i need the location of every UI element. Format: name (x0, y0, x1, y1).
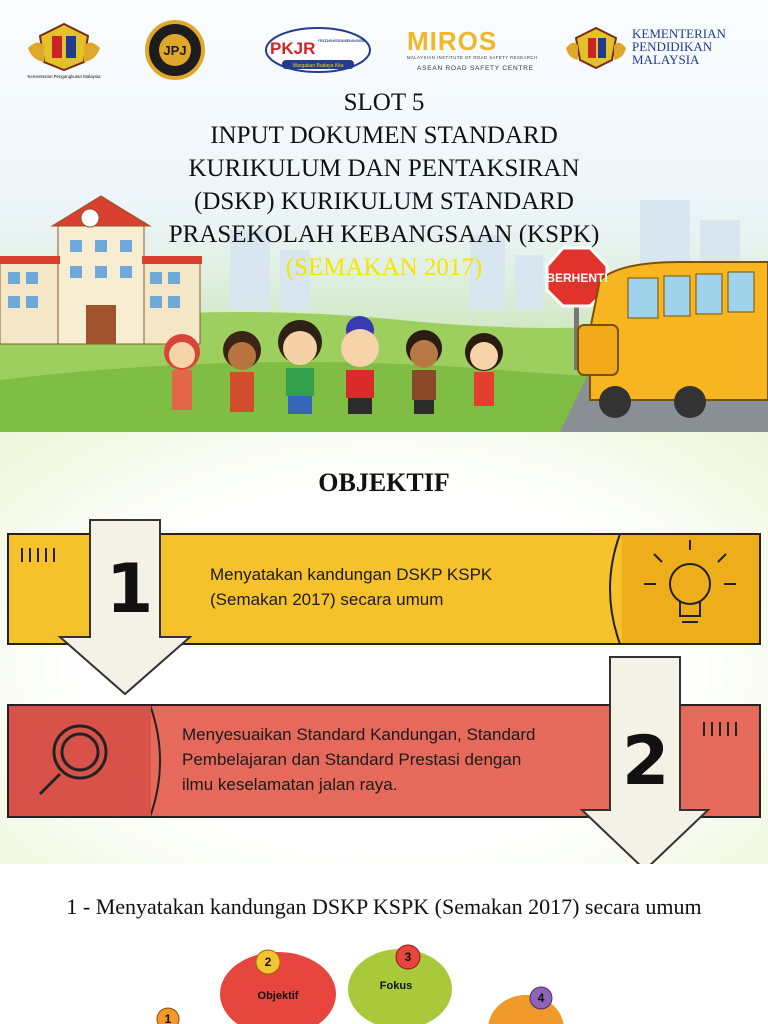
school-bus (578, 262, 768, 418)
title-line: SLOT 5 (343, 89, 425, 116)
content-slide-title: 1 - Menyatakan kandungan DSKP KSPK (Semakan 2017) secara umum (66, 894, 702, 919)
content-slide (0, 864, 768, 1024)
blob-number: 4 (537, 991, 545, 1005)
objective-number-1: 1 (106, 550, 154, 629)
kpm-right-line2: PENDIDIKAN (632, 39, 713, 54)
blob-label: Fokus (379, 980, 413, 992)
stop-sign-text: BERHENTI (546, 271, 608, 285)
slide-title (100, 86, 668, 284)
pkjr-side-text: PENDIDIKAN KESELAMATAN JALAN RAYA (318, 38, 366, 43)
logo-row (0, 18, 768, 82)
pkjr-tagline: Wargakan Budaya Kita (292, 63, 344, 69)
title-line: (DSKP) KURIKULUM STANDARD (194, 188, 574, 215)
blob-number: 3 (404, 950, 412, 964)
objective-text-line: Menyesuaikan Standard Kandungan, Standard (182, 725, 536, 744)
blob-number: 2 (264, 955, 272, 969)
objective-text-line: Pembelajaran dan Standard Prestasi dengan (182, 750, 522, 769)
title-line: INPUT DOKUMEN STANDARD (210, 122, 558, 149)
pkjr-main-text: PKJR (270, 39, 316, 58)
kpm-left-caption: Kementerian Pengangkutan Malaysia (27, 74, 101, 79)
topic-blobs (0, 864, 768, 1024)
objective-text-1 (210, 562, 492, 612)
topic-blob-3 (348, 945, 452, 1024)
topic-blob-4 (488, 987, 564, 1024)
objective-title: OBJEKTIF (318, 468, 450, 497)
objective-text-line: ilmu keselamatan jalan raya. (182, 775, 398, 794)
topic-blob-2 (220, 950, 336, 1024)
objective-number-2: 2 (622, 722, 670, 801)
kementerian-pendidikan-logo (562, 20, 752, 80)
objective-slide (0, 432, 768, 864)
kpm-right-line3: MALAYSIA (632, 52, 700, 67)
jpj-logo (135, 18, 215, 82)
title-line: PRASEKOLAH KEBANGSAAN (KSPK) (168, 221, 600, 248)
miros-institute-text: MALAYSIAN INSTITUTE OF ROAD SAFETY RESEARCH (407, 55, 537, 60)
pkjr-logo (262, 22, 374, 80)
objective-text-2 (182, 722, 535, 797)
kpm-right-line1: KEMENTERIAN (632, 26, 726, 41)
blob-label: Objektif (257, 990, 299, 1002)
objective-text-line: Menyatakan kandungan DSKP KSPK (210, 565, 493, 584)
title-line: KURIKULUM DAN PENTAKSIRAN (188, 155, 580, 182)
miros-logo (405, 24, 545, 76)
topic-blob-1 (157, 1008, 179, 1024)
title-subtitle: (SEMAKAN 2017) (285, 254, 483, 281)
kementerian-pengangkutan-logo (18, 18, 110, 82)
miros-centre-text: ASEAN ROAD SAFETY CENTRE (417, 65, 533, 72)
title-slide (0, 0, 768, 432)
jpj-logo-text: JPJ (163, 43, 187, 58)
objective-text-line: (Semakan 2017) secara umum (210, 590, 444, 609)
blob-number: 1 (164, 1012, 172, 1024)
miros-main-text: MIROS (407, 26, 498, 56)
